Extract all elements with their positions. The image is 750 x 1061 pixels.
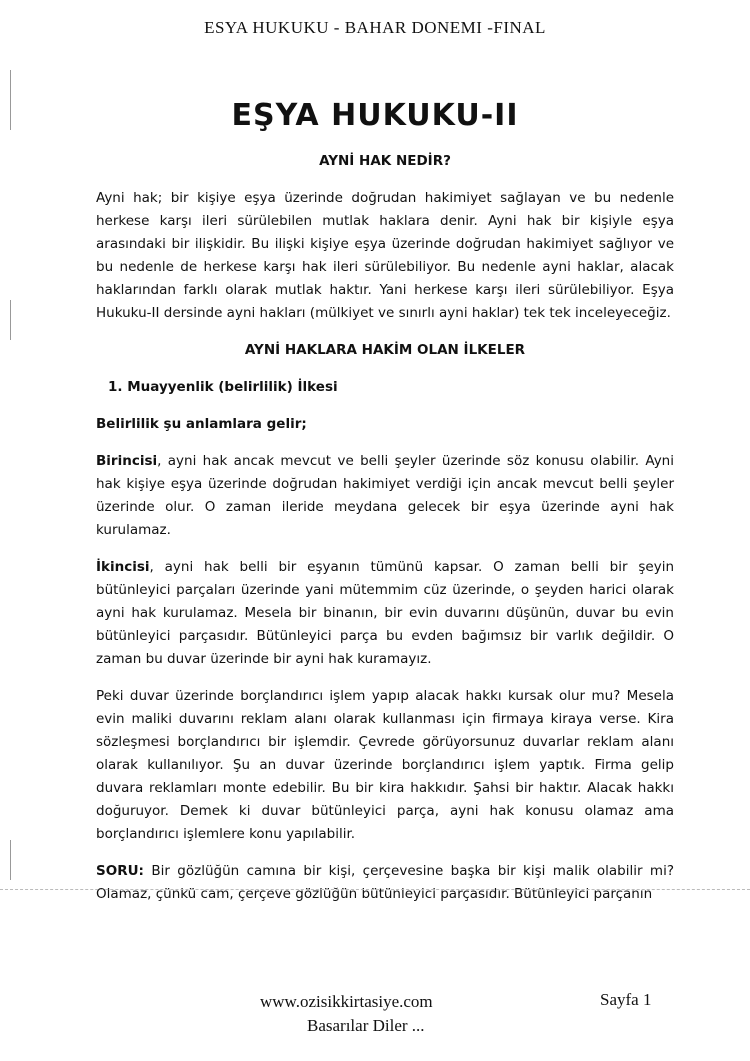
footer-website: www.ozisikkirtasiye.com [260,992,433,1011]
paragraph-ikincisi [96,556,674,671]
running-header: ESYA HUKUKU - BAHAR DONEMI -FINAL [204,18,546,37]
text-soru: Bir gözlüğün camına bir kişi, çerçevesine başka bir kişi malik olabilir mi? Olamaz, çünkü cam, çerçeve gözlüğün bütünleyici parçasıdır. Bütünleyici parçanın [96,863,674,902]
scan-fold-divider [0,889,750,890]
document-body [96,150,674,906]
paragraph-duvar: Peki duvar üzerinde borçlandırıcı işlem yapıp alacak hakkı kursak olur mu? Mesela evin maliki duvarını reklam alanı olarak kullanması için firmaya kiraya verse. Kira sözleşmesi borçlandırıcı bir işlemdir. Çevrede görüyorsunuz duvarlar reklam alanı olarak kullanılıyor. Şu an duvar üzerinde borçlandırıcı işlem yaptık. Firma gelip duvara reklamları monte edebilir. Bu bir kira hakkıdır. Şahsi bir haktır. Alacak hakkı doğuruyor. Demek ki duvar bütünleyici parça, ayni hak konusu olamaz ama borçlandırıcı işlemlere konu yapılabilir. [96,688,674,842]
text-birincisi: , ayni hak ancak mevcut ve belli şeyler üzerinde söz konusu olabilir. Ayni hak kişiye eşya üzerinde doğrudan hakimiyet verdiği için ancak mevcut belli şeyler üzerinde olur. O zaman ileride meydana gelecek bir eşya üzerinde ayni hak kurulamaz. [96,453,674,538]
scan-margin-mark [10,300,11,340]
meaning-heading: Belirlilik şu anlamlara gelir; [96,416,307,432]
section-heading-principles: AYNİ HAKLARA HAKİM OLAN İLKELER [244,342,526,358]
paragraph-definition: Ayni hak; bir kişiye eşya üzerinde doğrudan hakimiyet sağlayan ve bu nedenle herkese karşı ileri sürülebilen mutlak haklara denir. Ayni hak bir kişiyle eşya arasındaki bir ilişkidir. Bu ilişki kişiye eşya üzerinde doğrudan hakimiyet sağlıyor ve bu nedenle de herkese karşı hak ileri sürülebiliyor. Bu nedenle ayni haklar, alacak haklarından farklı olarak mutlak haktır. Yani herkese karşı ileri sürülebiliyor. Eşya Hukuku-II dersinde ayni hakları (mülkiyet ve sınırlı ayni haklar) tek tek inceleyeceğiz. [96,190,674,321]
principle-heading: 1. Muayyenlik (belirlilik) İlkesi [108,379,338,395]
term-soru: SORU: [96,863,144,879]
section-heading-ayni-hak: AYNİ HAK NEDİR? [319,153,451,169]
footer-page-number: Sayfa 1 [600,990,652,1009]
paragraph-birincisi [96,450,674,542]
scan-margin-mark [10,840,11,880]
paragraph-soru [96,860,674,906]
term-ikincisi: İkincisi [96,559,150,575]
footer-slogan: Basarılar Diler ... [307,1016,425,1035]
document-title: EŞYA HUKUKU-II [231,98,519,133]
text-ikincisi: , ayni hak belli bir eşyanın tümünü kapsar. O zaman belli bir şeyin bütünleyici parçaları üzerinde yani mütemmim cüz üzerinde, o şeyden harici olarak ayni hak kurulamaz. Mesela bir binanın, bir evin duvarını düşünün, duvar bu evin bütünleyici parçasıdır. Bütünleyici parça bu evden bağımsız bir varlık değildir. O zaman bu duvar üzerinde bir ayni hak kuramayız. [96,559,674,667]
term-birincisi: Birincisi [96,453,158,469]
